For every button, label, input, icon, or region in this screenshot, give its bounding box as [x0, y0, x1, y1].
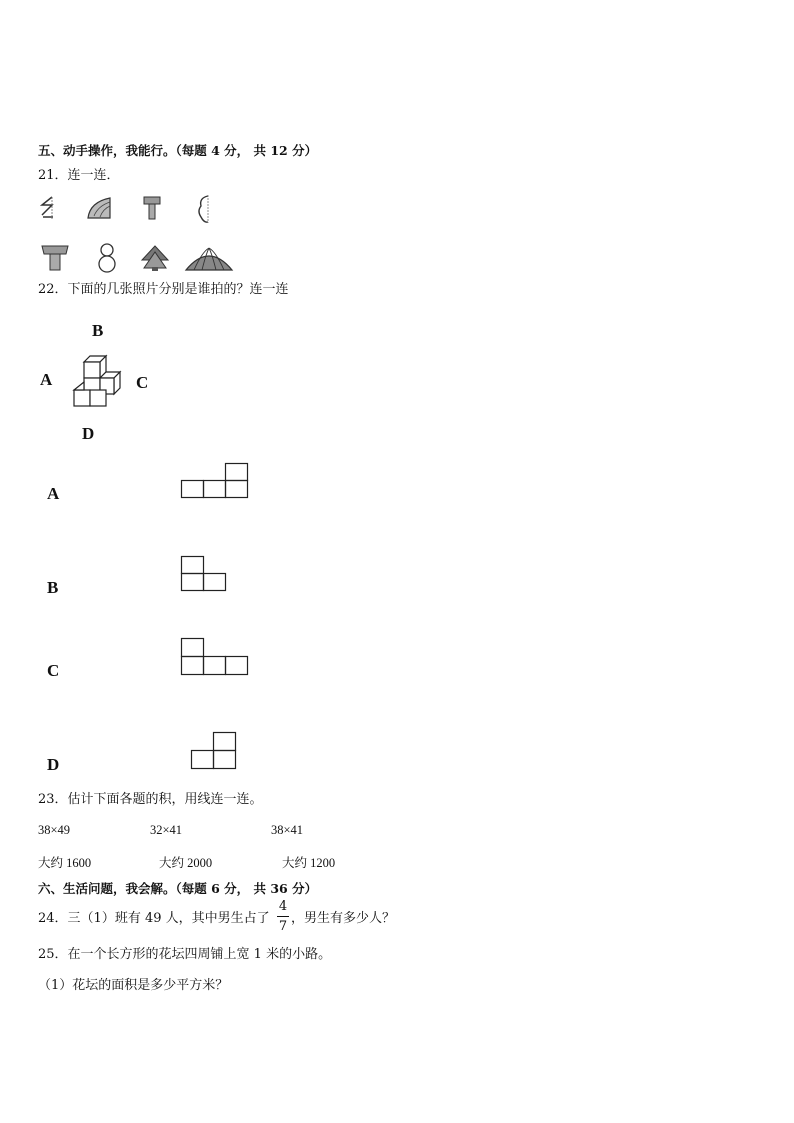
expression-3: 38×41	[271, 823, 304, 837]
question-24-before: 24．三（1）班有 49 人，其中男生占了	[38, 911, 270, 926]
option-c-grid	[181, 637, 253, 677]
half-gourd-icon	[196, 194, 212, 224]
fraction-bar	[277, 916, 289, 917]
cube-stack-figure	[72, 352, 122, 410]
fraction-denominator: 7	[278, 919, 288, 934]
expression-1: 38×49	[38, 823, 71, 837]
fraction-numerator: 4	[278, 899, 288, 914]
option-c-label: C	[47, 661, 60, 680]
umbrella-icon	[184, 246, 234, 272]
section-5-title: 五、动手操作，我能行。（每题 4 分， 共 12 分）	[38, 143, 318, 158]
estimate-1: 大约 1600	[38, 856, 92, 870]
question-22-label: 22．下面的几张照片分别是谁拍的？连一连	[38, 282, 289, 297]
view-label-bottom: D	[82, 424, 95, 443]
question-24-text	[38, 910, 270, 928]
view-label-top: B	[92, 321, 104, 340]
option-b-label: B	[47, 578, 59, 597]
question-23-label: 23．估计下面各题的积，用线连一连。	[38, 792, 263, 807]
section-6-title: 六、生活问题，我会解。（每题 6 分， 共 36 分）	[38, 881, 318, 896]
gourd-icon	[96, 242, 118, 274]
expression-2: 32×41	[150, 823, 183, 837]
table-icon	[40, 242, 70, 272]
tree-icon	[140, 244, 170, 272]
half-picture-1-icon	[38, 195, 58, 221]
option-d-grid	[191, 731, 239, 771]
estimate-3: 大约 1200	[282, 856, 336, 870]
half-umbrella-icon	[86, 196, 114, 220]
option-a-label: A	[47, 484, 60, 503]
view-label-left: A	[40, 370, 53, 389]
question-25-label: 25．在一个长方形的花坛四周铺上宽 1 米的小路。	[38, 947, 332, 962]
option-a-grid	[181, 462, 251, 500]
estimate-2: 大约 2000	[159, 856, 213, 870]
view-label-right: C	[136, 373, 149, 392]
question-21-label: 21．连一连．	[38, 168, 120, 183]
half-table-icon	[142, 195, 162, 221]
option-b-grid	[181, 555, 229, 593]
question-25-sub-1: （1）花坛的面积是多少平方米？	[38, 978, 229, 993]
question-24-after: ，男生有多少人？	[291, 911, 396, 926]
option-d-label: D	[47, 755, 60, 774]
